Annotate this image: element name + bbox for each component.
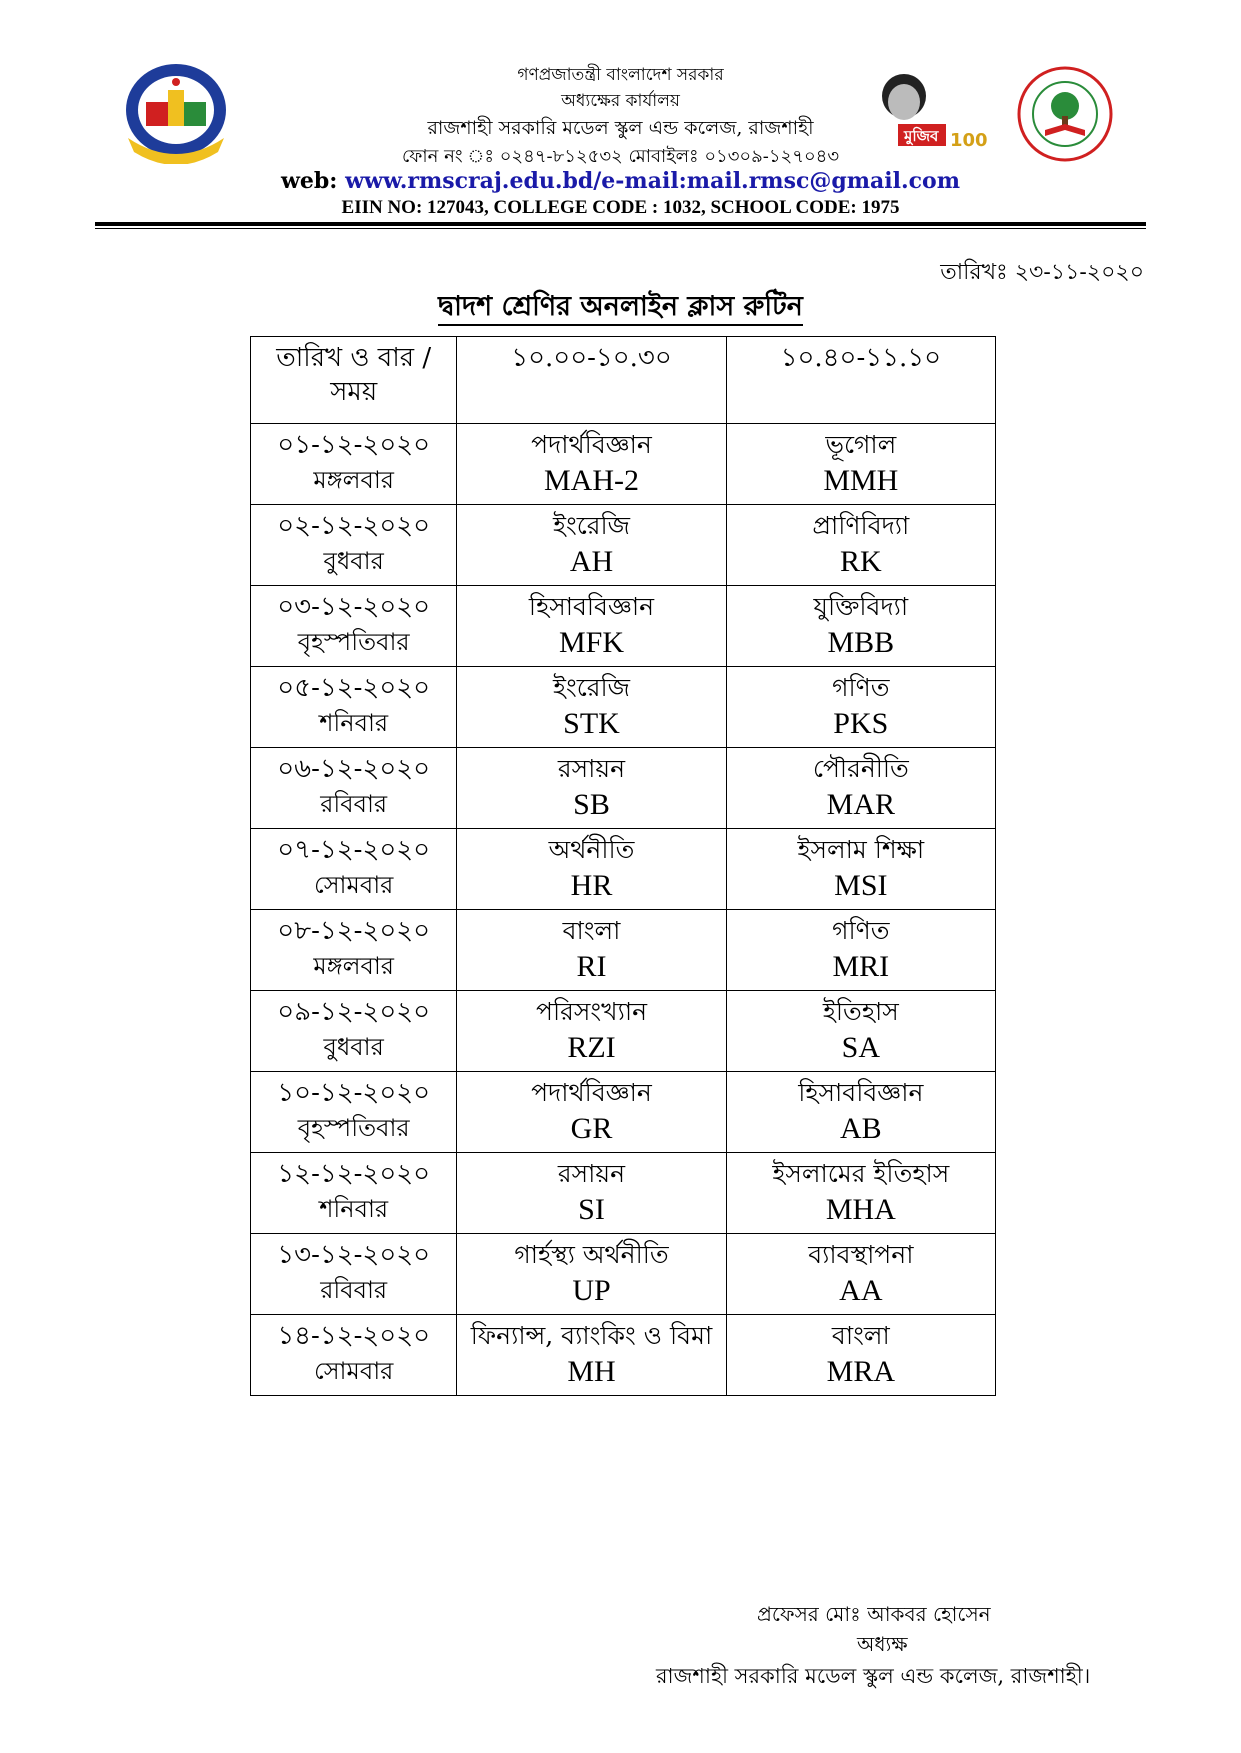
cell-slot-2 bbox=[726, 910, 995, 991]
teacher-code-slot-1: STK bbox=[563, 707, 620, 740]
row-day: বৃহস্পতিবার bbox=[297, 1114, 410, 1142]
row-date: ০৬-১২-২০২০ bbox=[277, 754, 431, 784]
subject-slot-1: হিসাববিজ্ঞান bbox=[528, 592, 655, 621]
teacher-code-slot-1: RI bbox=[576, 950, 607, 983]
cell-slot-2 bbox=[726, 748, 995, 829]
row-day: সোমবার bbox=[313, 871, 394, 899]
cell-slot-1 bbox=[457, 829, 726, 910]
teacher-code-slot-1: MFK bbox=[558, 626, 625, 659]
subject-slot-2: গণিত bbox=[832, 673, 890, 702]
table-row bbox=[251, 991, 996, 1072]
subject-slot-2: যুক্তিবিদ্যা bbox=[813, 592, 909, 621]
cell-date-day bbox=[251, 1315, 457, 1396]
subject-slot-1: গার্হস্থ্য অর্থনীতি bbox=[514, 1240, 669, 1269]
header-slot-2: ১০.৪০-১১.১০ bbox=[726, 337, 995, 424]
eiin-line: EIIN NO: 127043, COLLEGE CODE : 1032, SCHOOL CODE: 1975 bbox=[341, 197, 900, 218]
subject-slot-2: ইতিহাস bbox=[822, 997, 899, 1026]
cell-date-day bbox=[251, 991, 457, 1072]
row-day: সোমবার bbox=[313, 1357, 394, 1385]
office-line: অধ্যক্ষের কার্যালয় bbox=[561, 91, 680, 111]
row-date: ০৩-১২-২০২০ bbox=[277, 592, 431, 622]
subject-slot-2: গণিত bbox=[832, 916, 890, 945]
cell-slot-1 bbox=[457, 424, 726, 505]
row-day: বুধবার bbox=[323, 547, 384, 575]
cell-date-day bbox=[251, 1072, 457, 1153]
routine-table bbox=[250, 336, 996, 1396]
teacher-code-slot-1: SB bbox=[573, 788, 610, 821]
row-date: ১৩-১২-২০২০ bbox=[277, 1240, 431, 1270]
web-prefix: web: bbox=[280, 168, 346, 194]
teacher-code-slot-1: GR bbox=[570, 1112, 613, 1145]
row-date: ১৪-১২-২০২০ bbox=[277, 1321, 431, 1351]
teacher-code-slot-1: AH bbox=[569, 545, 614, 578]
table-row bbox=[251, 1072, 996, 1153]
cell-slot-2 bbox=[726, 1072, 995, 1153]
table-row bbox=[251, 424, 996, 505]
table-row bbox=[251, 1234, 996, 1315]
cell-slot-2 bbox=[726, 991, 995, 1072]
cell-slot-2 bbox=[726, 829, 995, 910]
table-row bbox=[251, 1315, 996, 1396]
row-day: মঙ্গলবার bbox=[313, 466, 394, 494]
cell-slot-2 bbox=[726, 424, 995, 505]
table-header-row bbox=[251, 337, 996, 424]
row-date: ০৯-১২-২০২০ bbox=[277, 997, 431, 1027]
row-date: ১০-১২-২০২০ bbox=[277, 1078, 431, 1108]
subject-slot-1: রসায়ন bbox=[557, 1159, 626, 1188]
phone-line: ফোন নং ঃ ০২৪৭-৮১২৫৩২ মোবাইলঃ ০১৩০৯-১২৭০৪৩ bbox=[401, 146, 840, 167]
signatory-designation: অধ্যক্ষ bbox=[857, 1632, 908, 1656]
row-date: ০১-১২-২০২০ bbox=[277, 430, 431, 460]
teacher-code-slot-2: MHA bbox=[825, 1193, 896, 1226]
cell-date-day bbox=[251, 586, 457, 667]
teacher-code-slot-2: AA bbox=[839, 1274, 883, 1307]
row-day: রবিবার bbox=[320, 790, 388, 818]
cell-date-day bbox=[251, 424, 457, 505]
teacher-code-slot-1: SI bbox=[578, 1193, 605, 1226]
institution-line: রাজশাহী সরকারি মডেল স্কুল এন্ড কলেজ, রাজশাহী bbox=[427, 117, 814, 139]
cell-slot-2 bbox=[726, 1153, 995, 1234]
cell-slot-1 bbox=[457, 748, 726, 829]
cell-slot-1 bbox=[457, 1315, 726, 1396]
subject-slot-1: পদার্থবিজ্ঞান bbox=[531, 1078, 652, 1107]
teacher-code-slot-2: MAR bbox=[826, 788, 895, 821]
subject-slot-1: ফিন্যান্স, ব্যাংকিং ও বিমা bbox=[470, 1321, 713, 1350]
cell-slot-2 bbox=[726, 505, 995, 586]
table-row bbox=[251, 910, 996, 991]
cell-date-day bbox=[251, 748, 457, 829]
table-row bbox=[251, 586, 996, 667]
cell-slot-2 bbox=[726, 1234, 995, 1315]
cell-slot-1 bbox=[457, 505, 726, 586]
teacher-code-slot-2: MSI bbox=[834, 869, 888, 902]
notice-date: তারিখঃ ২৩-১১-২০২০ bbox=[940, 260, 1144, 285]
subject-slot-2: পৌরনীতি bbox=[812, 754, 909, 783]
row-date: ০৭-১২-২০২০ bbox=[277, 835, 431, 865]
teacher-code-slot-1: MAH-2 bbox=[544, 464, 639, 497]
subject-slot-2: ব্যাবস্থাপনা bbox=[808, 1240, 914, 1269]
teacher-code-slot-1: MH bbox=[567, 1355, 616, 1388]
signatory-institution: রাজশাহী সরকারি মডেল স্কুল এন্ড কলেজ, রাজশাহী। bbox=[656, 1664, 1091, 1688]
header-date-day: তারিখ ও বার / সময় bbox=[251, 337, 457, 424]
web-link[interactable]: www.rmscraj.edu.bd/e-mail:mail.rmsc@gmail.com bbox=[345, 168, 960, 194]
row-date: ০৫-১২-২০২০ bbox=[277, 673, 431, 703]
subject-slot-1: পদার্থবিজ্ঞান bbox=[531, 430, 652, 459]
cell-slot-1 bbox=[457, 991, 726, 1072]
table-row bbox=[251, 829, 996, 910]
mujib-logo-badge: 100 bbox=[950, 130, 988, 150]
cell-slot-1 bbox=[457, 1072, 726, 1153]
subject-slot-2: ভূগোল bbox=[825, 430, 897, 459]
table-row bbox=[251, 505, 996, 586]
signatory-name: প্রফেসর মোঃ আকবর হোসেন bbox=[757, 1602, 991, 1626]
subject-slot-1: অর্থনীতি bbox=[548, 835, 635, 864]
cell-date-day bbox=[251, 667, 457, 748]
row-day: শনিবার bbox=[319, 709, 389, 737]
teacher-code-slot-1: UP bbox=[572, 1274, 611, 1307]
table-row bbox=[251, 667, 996, 748]
page-title bbox=[0, 286, 1241, 331]
subject-slot-2: প্রাণিবিদ্যা bbox=[812, 511, 910, 540]
row-date: ০৮-১২-২০২০ bbox=[277, 916, 431, 946]
cell-date-day bbox=[251, 910, 457, 991]
mujib-logo-text: মুজিব bbox=[904, 127, 939, 145]
teacher-code-slot-2: MBB bbox=[827, 626, 895, 659]
header-divider bbox=[95, 222, 1146, 226]
teacher-code-slot-2: PKS bbox=[833, 707, 889, 740]
header-divider-thin bbox=[95, 228, 1146, 229]
row-day: শনিবার bbox=[319, 1195, 389, 1223]
cell-date-day bbox=[251, 1153, 457, 1234]
cell-slot-1 bbox=[457, 910, 726, 991]
teacher-code-slot-2: SA bbox=[841, 1031, 880, 1064]
teacher-code-slot-1: RZI bbox=[567, 1031, 616, 1064]
subject-slot-1: ইংরেজি bbox=[552, 673, 631, 702]
cell-slot-2 bbox=[726, 667, 995, 748]
table-row bbox=[251, 748, 996, 829]
cell-slot-1 bbox=[457, 1234, 726, 1315]
subject-slot-2: বাংলা bbox=[831, 1321, 890, 1350]
subject-slot-1: রসায়ন bbox=[557, 754, 626, 783]
subject-slot-2: হিসাববিজ্ঞান bbox=[798, 1078, 924, 1107]
subject-slot-1: বাংলা bbox=[562, 916, 621, 945]
subject-slot-2: ইসলাম শিক্ষা bbox=[797, 835, 925, 864]
subject-slot-2: ইসলামের ইতিহাস bbox=[772, 1159, 950, 1188]
teacher-code-slot-2: MRI bbox=[832, 950, 890, 983]
cell-slot-1 bbox=[457, 1153, 726, 1234]
govt-line: গণপ্রজাতন্ত্রী বাংলাদেশ সরকার bbox=[517, 65, 724, 85]
row-day: মঙ্গলবার bbox=[313, 952, 394, 980]
teacher-code-slot-2: RK bbox=[839, 545, 882, 578]
row-day: রবিবার bbox=[320, 1276, 388, 1304]
cell-date-day bbox=[251, 1234, 457, 1315]
row-date: ১২-১২-২০২০ bbox=[277, 1159, 431, 1189]
row-day: বৃহস্পতিবার bbox=[297, 628, 410, 656]
header-slot-1: ১০.০০-১০.৩০ bbox=[457, 337, 726, 424]
cell-slot-2 bbox=[726, 586, 995, 667]
subject-slot-1: ইংরেজি bbox=[552, 511, 631, 540]
cell-date-day bbox=[251, 829, 457, 910]
title-text: দ্বাদশ শ্রেণির অনলাইন ক্লাস রুটিন bbox=[438, 291, 803, 326]
table-row bbox=[251, 1153, 996, 1234]
cell-slot-1 bbox=[457, 667, 726, 748]
teacher-code-slot-2: MRA bbox=[826, 1355, 895, 1388]
row-date: ০২-১২-২০২০ bbox=[277, 511, 431, 541]
subject-slot-1: পরিসংখ্যান bbox=[536, 997, 647, 1026]
web-line bbox=[0, 168, 1241, 194]
teacher-code-slot-2: AB bbox=[839, 1112, 882, 1145]
row-day: বুধবার bbox=[323, 1033, 384, 1061]
cell-slot-1 bbox=[457, 586, 726, 667]
teacher-code-slot-1: HR bbox=[570, 869, 613, 902]
cell-date-day bbox=[251, 505, 457, 586]
teacher-code-slot-2: MMH bbox=[823, 464, 899, 497]
cell-slot-2 bbox=[726, 1315, 995, 1396]
